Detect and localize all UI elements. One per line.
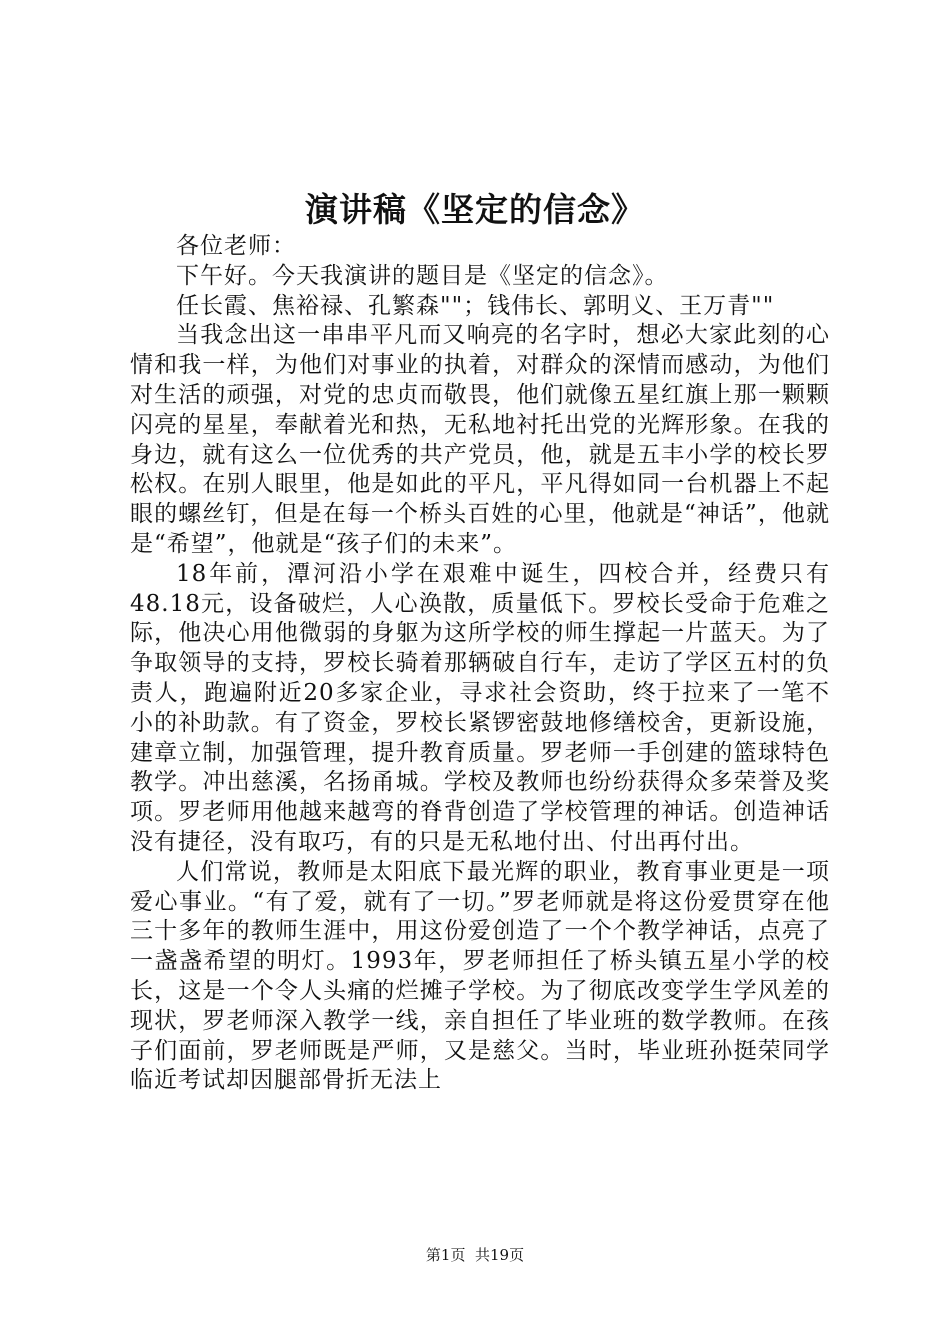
document-title: 演讲稿《坚定的信念》 <box>305 190 645 229</box>
paragraph-intro: 下午好。今天我演讲的题目是《坚定的信念》。 <box>176 262 669 289</box>
paragraph-body-3: 人们常说，教师是太阳底下最光辉的职业，教育事业更是一项爱心事业。“有了爱，就有了一切。”罗老师就是将这份爱贯穿在他三十多年的教师生涯中，用这份爱创造了一个个教学神话，点亮了一盏盏希望的明灯。1993年，罗老师担任了桥头镇五星小学的校长，这是一个令人头痛的烂摊子学校。为了彻底改变学生学风差的现状，罗老师深入教学一线，亲自担任了毕业班的数学教师。在孩子们面前，罗老师既是严师，又是慈父。当时，毕业班孙挺荣同学临近考试却因腿部骨折无法上 <box>130 858 830 1094</box>
paragraph-body-1: 当我念出这一串串平凡而又响亮的名字时，想必大家此刻的心情和我一样，为他们对事业的执着，对群众的深情而感动，为他们对生活的顽强，对党的忠贞而敬畏，他们就像五星红旗上那一颗颗闪亮的星星，奉献着光和热，无私地衬托出党的光辉形象。在我的身边，就有这么一位优秀的共产党员，他，就是五丰小学的校长罗松权。在别人眼里，他是如此的平凡，平凡得如同一台机器上不起眼的螺丝钉，但是在每一个桥头百姓的心里，他就是“神话”，他就是“希望”，他就是“孩子们的未来”。 <box>130 322 830 557</box>
page-number: 第1页 共19页 <box>425 1246 525 1264</box>
paragraph-names: 任长霞、焦裕禄、孔繁森""；钱伟长、郭明义、王万青"" <box>176 292 775 319</box>
paragraph-body-2: 18年前，潭河沿小学在艰难中诞生，四校合并，经费只有48.18元，设备破烂，人心涣散，质量低下。罗校长受命于危难之际，他决心用他微弱的身躯为这所学校的师生撑起一片蓝天。为了争取领导的支持，罗校长骑着那辆破自行车，走访了学区五村的负责人，跑遍附近20多家企业，寻求社会资助，终于拉来了一笔不小的补助款。有了资金，罗校长紧锣密鼓地修缮校舍，更新设施，建章立制，加强管理，提升教育质量。罗老师一手创建的篮球特色教学。冲出慈溪，名扬甬城。学校及教师也纷纷获得众多荣誉及奖项。罗老师用他越来越弯的脊背创造了学校管理的神话。创造神话没有捷径，没有取巧，有的只是无私地付出、付出再付出。 <box>130 560 830 855</box>
paragraph-greeting: 各位老师： <box>176 233 296 259</box>
document-body <box>130 232 830 1096</box>
page-footer <box>0 1245 950 1265</box>
